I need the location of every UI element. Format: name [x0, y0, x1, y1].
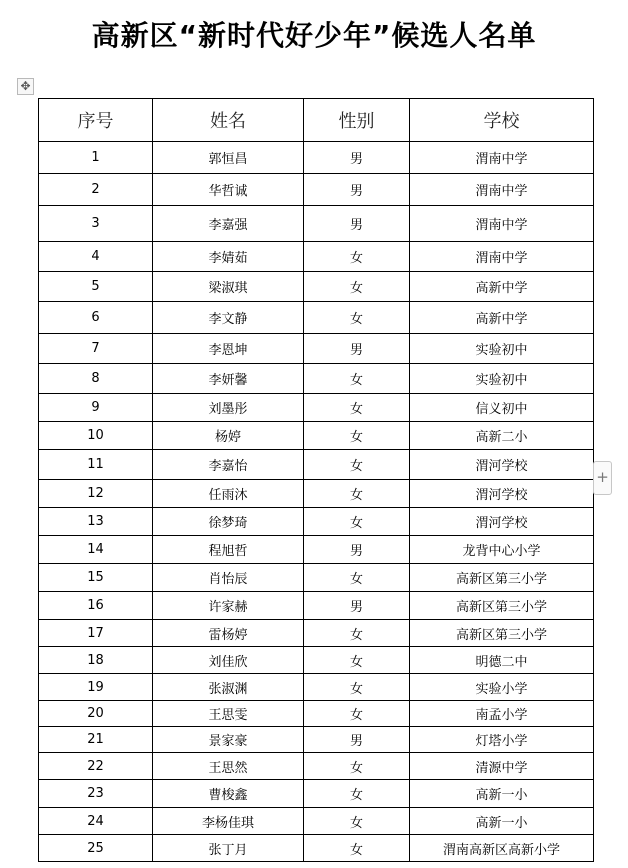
cell-index: 14	[39, 536, 153, 564]
table-row	[39, 422, 594, 450]
cell-name: 李杨佳琪	[153, 808, 304, 835]
table-row	[39, 302, 594, 334]
cell-school: 渭南中学	[410, 242, 594, 272]
cell-school: 渭南中学	[410, 142, 594, 174]
cell-school: 渭南中学	[410, 174, 594, 206]
cell-index: 20	[39, 701, 153, 727]
candidate-table	[38, 98, 594, 862]
cell-school: 渭南中学	[410, 206, 594, 242]
cell-gender: 女	[304, 701, 410, 727]
table-row	[39, 536, 594, 564]
cell-name: 华哲诚	[153, 174, 304, 206]
cell-name: 曹梭鑫	[153, 780, 304, 808]
cell-name: 李婧茹	[153, 242, 304, 272]
cell-name: 李妍馨	[153, 364, 304, 394]
cell-name: 景家豪	[153, 727, 304, 753]
cell-school: 实验小学	[410, 674, 594, 701]
cell-index: 21	[39, 727, 153, 753]
cell-index: 2	[39, 174, 153, 206]
cell-gender: 男	[304, 334, 410, 364]
cell-name: 王思然	[153, 753, 304, 780]
cell-index: 25	[39, 835, 153, 862]
table-row	[39, 206, 594, 242]
cell-index: 7	[39, 334, 153, 364]
cell-index: 9	[39, 394, 153, 422]
cell-index: 3	[39, 206, 153, 242]
cell-school: 灯塔小学	[410, 727, 594, 753]
cell-school: 高新中学	[410, 272, 594, 302]
table-row	[39, 753, 594, 780]
cell-gender: 男	[304, 174, 410, 206]
table-row	[39, 674, 594, 701]
header-name: 姓名	[153, 99, 304, 142]
cell-school: 高新区第三小学	[410, 592, 594, 620]
cell-index: 8	[39, 364, 153, 394]
cell-gender: 女	[304, 364, 410, 394]
cell-index: 17	[39, 620, 153, 647]
cell-name: 李嘉强	[153, 206, 304, 242]
cell-index: 23	[39, 780, 153, 808]
cell-name: 李恩坤	[153, 334, 304, 364]
cell-index: 12	[39, 480, 153, 508]
cell-school: 高新区第三小学	[410, 564, 594, 592]
cell-index: 6	[39, 302, 153, 334]
cell-school: 南孟小学	[410, 701, 594, 727]
table-row	[39, 808, 594, 835]
page-title: 高新区“新时代好少年”候选人名单	[91, 19, 537, 52]
table-header-row	[39, 99, 594, 142]
header-index: 序号	[39, 99, 153, 142]
header-school: 学校	[410, 99, 594, 142]
cell-gender: 女	[304, 508, 410, 536]
cell-gender: 女	[304, 808, 410, 835]
cell-gender: 男	[304, 592, 410, 620]
cell-school: 渭河学校	[410, 480, 594, 508]
cell-school: 实验初中	[410, 364, 594, 394]
cell-name: 徐梦琦	[153, 508, 304, 536]
cell-index: 18	[39, 647, 153, 674]
table-row	[39, 592, 594, 620]
cell-name: 雷杨婷	[153, 620, 304, 647]
table-row	[39, 272, 594, 302]
cell-gender: 男	[304, 206, 410, 242]
cell-school: 清源中学	[410, 753, 594, 780]
cell-school: 渭河学校	[410, 450, 594, 480]
cell-gender: 男	[304, 727, 410, 753]
cell-school: 信义初中	[410, 394, 594, 422]
cell-name: 程旭哲	[153, 536, 304, 564]
cell-index: 16	[39, 592, 153, 620]
cell-index: 10	[39, 422, 153, 450]
cell-gender: 女	[304, 620, 410, 647]
cell-school: 渭河学校	[410, 508, 594, 536]
table-row	[39, 835, 594, 862]
header-gender: 性别	[304, 99, 410, 142]
table-row	[39, 174, 594, 206]
cell-gender: 女	[304, 564, 410, 592]
cell-name: 李嘉怡	[153, 450, 304, 480]
table-row	[39, 450, 594, 480]
cell-gender: 男	[304, 142, 410, 174]
cell-name: 任雨沐	[153, 480, 304, 508]
cell-gender: 女	[304, 302, 410, 334]
cell-index: 1	[39, 142, 153, 174]
cell-gender: 女	[304, 780, 410, 808]
cell-index: 4	[39, 242, 153, 272]
cell-gender: 女	[304, 753, 410, 780]
cell-index: 19	[39, 674, 153, 701]
cell-school: 渭南高新区高新小学	[410, 835, 594, 862]
cell-name: 王思雯	[153, 701, 304, 727]
cell-index: 5	[39, 272, 153, 302]
cell-gender: 女	[304, 835, 410, 862]
cell-name: 张丁月	[153, 835, 304, 862]
cell-school: 实验初中	[410, 334, 594, 364]
table-move-icon[interactable]: ✥	[17, 78, 34, 95]
cell-gender: 女	[304, 647, 410, 674]
table-row	[39, 727, 594, 753]
table-row	[39, 701, 594, 727]
table-row	[39, 394, 594, 422]
table-row	[39, 364, 594, 394]
table-row	[39, 142, 594, 174]
cell-name: 刘墨彤	[153, 394, 304, 422]
add-column-icon[interactable]: +	[593, 461, 612, 495]
cell-name: 郭恒昌	[153, 142, 304, 174]
table-row	[39, 620, 594, 647]
cell-index: 11	[39, 450, 153, 480]
table-row	[39, 480, 594, 508]
cell-gender: 女	[304, 394, 410, 422]
cell-gender: 女	[304, 674, 410, 701]
table-row	[39, 334, 594, 364]
cell-name: 梁淑琪	[153, 272, 304, 302]
table-row	[39, 780, 594, 808]
cell-index: 24	[39, 808, 153, 835]
table-row	[39, 242, 594, 272]
table-row	[39, 508, 594, 536]
cell-school: 高新二小	[410, 422, 594, 450]
cell-name: 刘佳欣	[153, 647, 304, 674]
cell-name: 李文静	[153, 302, 304, 334]
cell-name: 张淑渊	[153, 674, 304, 701]
cell-gender: 女	[304, 242, 410, 272]
cell-gender: 男	[304, 536, 410, 564]
cell-gender: 女	[304, 480, 410, 508]
table-row	[39, 564, 594, 592]
cell-name: 许家赫	[153, 592, 304, 620]
cell-index: 15	[39, 564, 153, 592]
cell-school: 高新一小	[410, 780, 594, 808]
table-row	[39, 647, 594, 674]
cell-name: 杨婷	[153, 422, 304, 450]
cell-school: 明德二中	[410, 647, 594, 674]
cell-school: 龙背中心小学	[410, 536, 594, 564]
cell-gender: 女	[304, 272, 410, 302]
cell-school: 高新中学	[410, 302, 594, 334]
cell-school: 高新一小	[410, 808, 594, 835]
cell-gender: 女	[304, 450, 410, 480]
cell-gender: 女	[304, 422, 410, 450]
cell-index: 22	[39, 753, 153, 780]
cell-index: 13	[39, 508, 153, 536]
cell-school: 高新区第三小学	[410, 620, 594, 647]
cell-name: 肖怡辰	[153, 564, 304, 592]
